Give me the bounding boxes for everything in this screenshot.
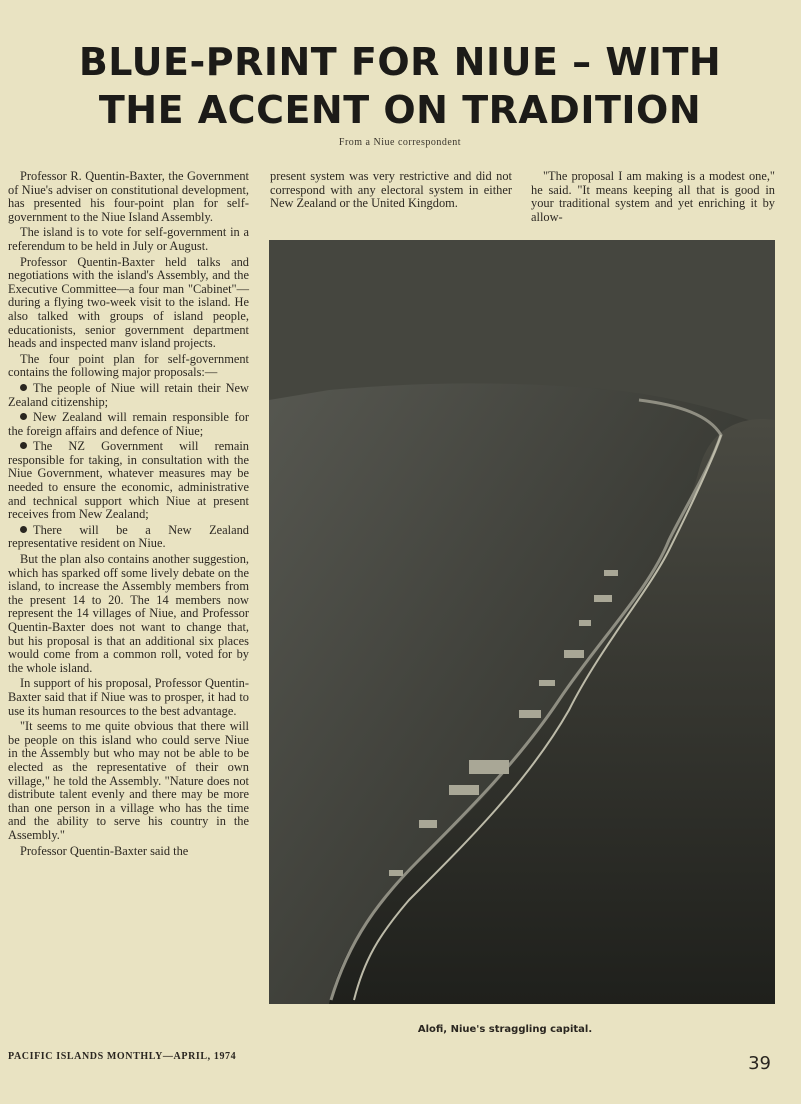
article-headline xyxy=(60,38,740,134)
paragraph: The four point plan for self-government contains the following major proposals:— xyxy=(8,351,249,380)
bullet-icon xyxy=(20,442,27,449)
bullet-text: There will be a New Zealand representative resident on Niue. xyxy=(8,522,249,551)
bullet-item xyxy=(8,411,249,438)
aerial-photo xyxy=(269,240,775,1004)
bullet-item xyxy=(8,382,249,409)
paragraph: present system was very restrictive and did not correspond with any electoral system in either New Zealand or the United Kingdom. xyxy=(270,169,512,211)
headline-line-2: THE ACCENT ON TRADITION xyxy=(98,88,702,132)
bullet-item xyxy=(8,440,249,522)
text-column-1 xyxy=(8,170,249,860)
paragraph: "It seems to me quite obvious that there will be people on this island who could serve Niue in the Assembly but who may not be able to be elected as the representative of their own village," he told the Assembly. "Nature does not distribute talent evenly and there may be more than one person in a village who has the time and the ability to serve his country in the Assembly." xyxy=(8,719,249,842)
byline: From a Niue correspondent xyxy=(338,137,462,148)
photo-caption: Alofi, Niue's straggling capital. xyxy=(417,1024,593,1035)
bullet-item xyxy=(8,524,249,551)
headline-line-1: BLUE-PRINT FOR NIUE – WITH xyxy=(78,40,722,84)
footer-publication: PACIFIC ISLANDS MONTHLY—APRIL, 1974 xyxy=(8,1051,237,1062)
aerial-photo-drawing xyxy=(269,240,775,1004)
bullet-icon xyxy=(20,413,27,420)
page-number: 39 xyxy=(748,1053,771,1074)
bullet-text: New Zealand will remain responsible for the foreign affairs and defence of Niue; xyxy=(8,410,249,438)
paragraph: But the plan also contains another suggestion, which has sparked off some lively debate on the island, to increase the Assembly members from the present 14 to 20. The 14 members now represent the 14 villages of Niue, and Professor Quentin-Baxter does not want to change that, but his proposal is that an additional six places would come from a common roll, voted for by the whole island. xyxy=(8,552,249,675)
paragraph: In support of his proposal, Professor Quentin-Baxter said that if Niue was to prosper, it had to use its human resources to the best advantage. xyxy=(8,676,249,718)
text-column-3 xyxy=(531,170,775,226)
paragraph: "The proposal I am making is a modest one," he said. "It means keeping all that is good in your traditional system and yet enriching it by allow- xyxy=(531,169,775,224)
bullet-text: The NZ Government will remain responsible for taking, in consultation with the Niue Government, whatever measures may be needed to ensure the economic, administrative and technical support which Niue at present receives from New Zealand; xyxy=(8,439,249,522)
paragraph: Professor Quentin-Baxter held talks and negotiations with the island's Assembly, and the Executive Committee—a four man "Cabinet"—during a flying two-week visit to the island. He also talked with groups of island people, educationists, senior government department heads and inspected manv island projects. xyxy=(8,254,249,351)
bullet-icon xyxy=(20,384,27,391)
bullet-text: The people of Niue will retain their New Zealand citizenship; xyxy=(8,380,249,409)
paragraph: Professor R. Quentin-Baxter, the Government of Niue's adviser on constitutional development, has presented his four-point plan for self-government to the Niue Island Assembly. xyxy=(8,169,249,224)
paragraph: Professor Quentin-Baxter said the xyxy=(20,843,189,858)
paragraph: The island is to vote for self-government in a referendum to be held in July or August. xyxy=(8,225,249,253)
text-column-2 xyxy=(270,170,512,213)
bullet-icon xyxy=(20,526,27,533)
